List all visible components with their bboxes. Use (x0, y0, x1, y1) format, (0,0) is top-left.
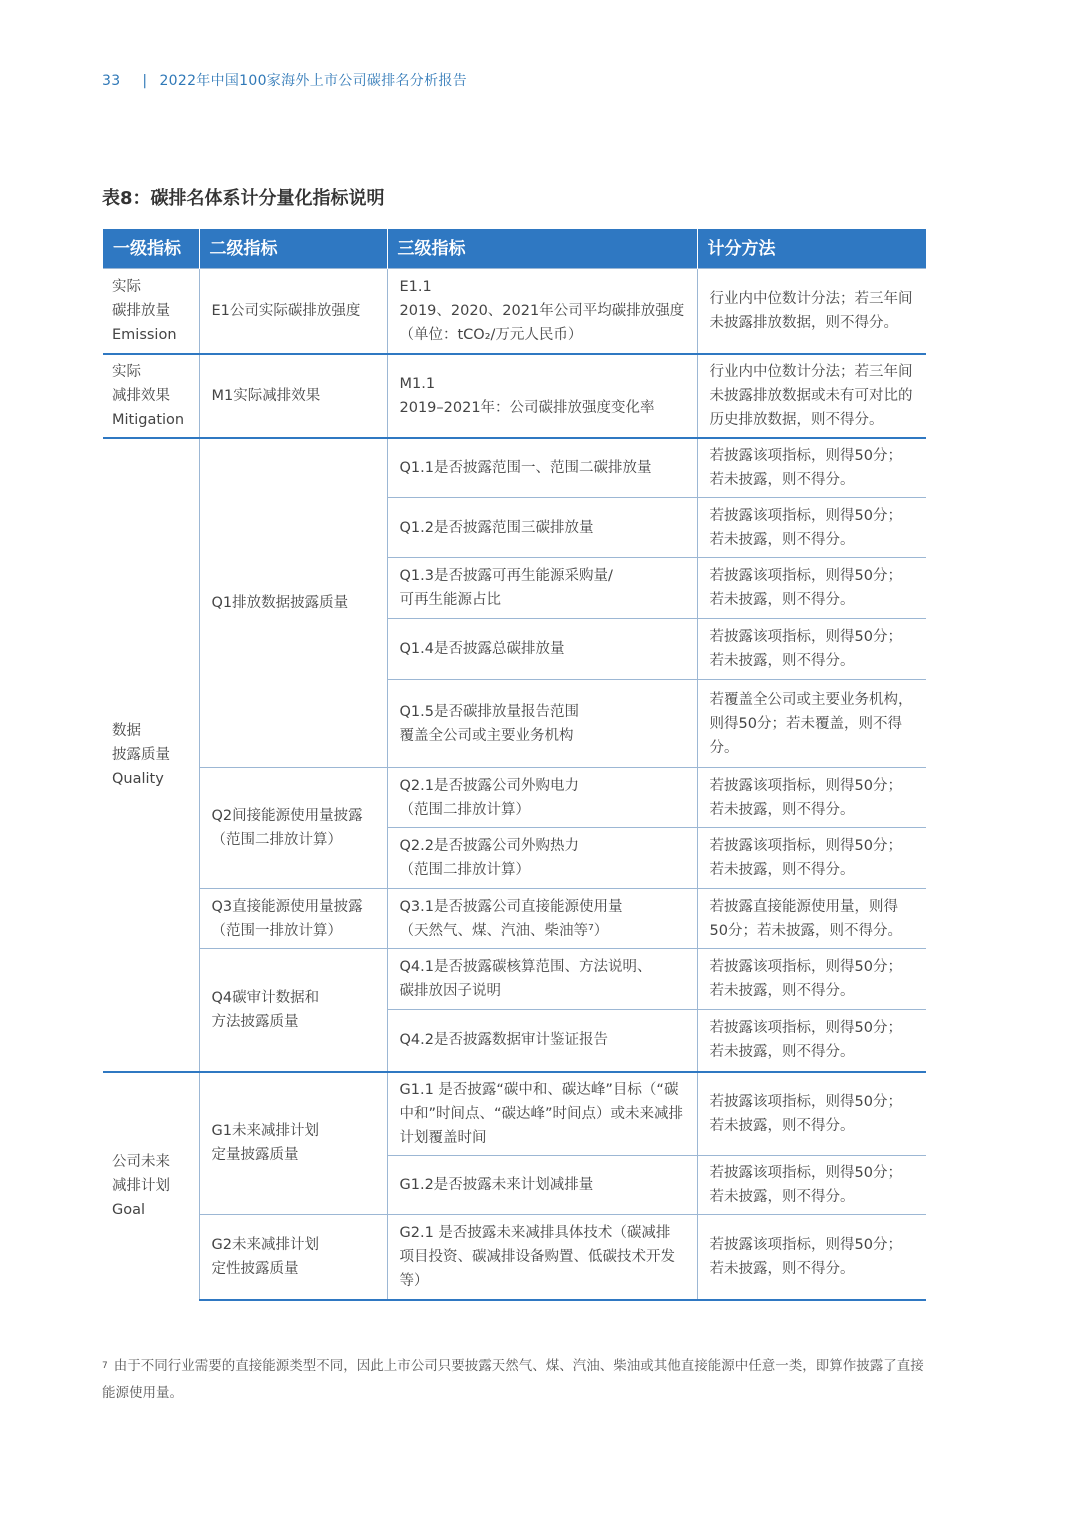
level3-q3-1: Q3.1是否披露公司直接能源使用量 （天然气、煤、汽油、柴油等⁷） (387, 889, 697, 949)
column-header-scoring: 计分方法 (697, 229, 926, 269)
table-row-mitigation (103, 354, 926, 438)
level3-q1-5: Q1.5是否碳排放量报告范围 覆盖全公司或主要业务机构 (387, 680, 697, 768)
level3-g1-2: G1.2是否披露未来计划减排量 (387, 1156, 697, 1215)
level3-q1-1: Q1.1是否披露范围一、范围二碳排放量 (387, 438, 697, 498)
level3-q2-2: Q2.2是否披露公司外购热力 （范围二排放计算） (387, 828, 697, 889)
level2-g1: G1未来减排计划 定量披露质量 (199, 1072, 387, 1215)
header-separator: | (142, 73, 148, 89)
score-q3-1: 若披露直接能源使用量，则得50分；若未披露，则不得分。 (697, 889, 926, 949)
level3-q4-1: Q4.1是否披露碳核算范围、方法说明、 碳排放因子说明 (387, 949, 697, 1010)
score-q1-2: 若披露该项指标，则得50分；若未披露，则不得分。 (697, 498, 926, 558)
table-row (103, 889, 926, 949)
table-row (103, 1072, 926, 1156)
level1-emission: 实际 碳排放量 Emission (103, 269, 199, 354)
indicator-table (103, 229, 926, 1301)
report-title: 2022年中国100家海外上市公司碳排名分析报告 (159, 73, 468, 89)
level3-e1-1: E1.1 2019、2020、2021年公司平均碳排放强度 （单位：tCO₂/万元人民币） (387, 269, 697, 354)
level1-quality: 数据 披露质量 Quality (103, 438, 199, 1072)
table-header-row (103, 229, 926, 269)
level3-q1-4: Q1.4是否披露总碳排放量 (387, 619, 697, 680)
footnote-text: 由于不同行业需要的直接能源类型不同，因此上市公司只要披露天然气、煤、汽油、柴油或其他直接能源中任意一类，即算作披露了直接能源使用量。 (102, 1358, 924, 1401)
level2-g2: G2未来减排计划 定性披露质量 (199, 1215, 387, 1300)
column-header-level1: 一级指标 (103, 229, 199, 269)
score-q1-4: 若披露该项指标，则得50分；若未披露，则不得分。 (697, 619, 926, 680)
level2-q1: Q1排放数据披露质量 (199, 438, 387, 768)
table-row-emission (103, 269, 926, 354)
level3-q4-2: Q4.2是否披露数据审计鉴证报告 (387, 1010, 697, 1072)
score-q2-1: 若披露该项指标，则得50分；若未披露，则不得分。 (697, 768, 926, 828)
footnote-mark: 7 (102, 1361, 108, 1371)
column-header-level3: 三级指标 (387, 229, 697, 269)
score-q4-2: 若披露该项指标，则得50分；若未披露，则不得分。 (697, 1010, 926, 1072)
score-e1-1: 行业内中位数计分法；若三年间未披露排放数据，则不得分。 (697, 269, 926, 354)
score-q2-2: 若披露该项指标，则得50分；若未披露，则不得分。 (697, 828, 926, 889)
score-g2-1: 若披露该项指标，则得50分；若未披露，则不得分。 (697, 1215, 926, 1300)
table-row (103, 438, 926, 498)
score-m1-1: 行业内中位数计分法；若三年间未披露排放数据或未有可对比的历史排放数据，则不得分。 (697, 354, 926, 438)
score-q4-1: 若披露该项指标，则得50分；若未披露，则不得分。 (697, 949, 926, 1010)
score-q1-3: 若披露该项指标，则得50分；若未披露，则不得分。 (697, 558, 926, 619)
footnote (102, 1353, 928, 1407)
table-title: 表8：碳排名体系计分量化指标说明 (102, 188, 385, 209)
level1-mitigation: 实际 减排效果 Mitigation (103, 354, 199, 438)
level2-q3: Q3直接能源使用量披露 （范围一排放计算） (199, 889, 387, 949)
level3-q1-3: Q1.3是否披露可再生能源采购量/ 可再生能源占比 (387, 558, 697, 619)
level3-m1-1: M1.1 2019–2021年：公司碳排放强度变化率 (387, 354, 697, 438)
level2-q2: Q2间接能源使用量披露 （范围二排放计算） (199, 768, 387, 889)
table-row (103, 1215, 926, 1300)
level2-e1: E1公司实际碳排放强度 (199, 269, 387, 354)
level3-g1-1: G1.1 是否披露“碳中和、碳达峰”目标（“碳中和”时间点、“碳达峰”时间点）或未来减排计划覆盖时间 (387, 1072, 697, 1156)
table-row (103, 768, 926, 828)
column-header-level2: 二级指标 (199, 229, 387, 269)
level3-q1-2: Q1.2是否披露范围三碳排放量 (387, 498, 697, 558)
level3-q2-1: Q2.1是否披露公司外购电力 （范围二排放计算） (387, 768, 697, 828)
level2-m1: M1实际减排效果 (199, 354, 387, 438)
score-g1-2: 若披露该项指标，则得50分；若未披露，则不得分。 (697, 1156, 926, 1215)
page-number: 33 (102, 73, 121, 89)
table-row (103, 949, 926, 1010)
running-header (102, 70, 467, 90)
score-q1-5: 若覆盖全公司或主要业务机构，则得50分；若未覆盖，则不得分。 (697, 680, 926, 768)
score-g1-1: 若披露该项指标，则得50分；若未披露，则不得分。 (697, 1072, 926, 1156)
score-q1-1: 若披露该项指标，则得50分；若未披露，则不得分。 (697, 438, 926, 498)
level3-g2-1: G2.1 是否披露未来减排具体技术（碳减排项目投资、碳减排设备购置、低碳技术开发等） (387, 1215, 697, 1300)
level2-q4: Q4碳审计数据和 方法披露质量 (199, 949, 387, 1072)
level1-goal: 公司未来 减排计划 Goal (103, 1072, 199, 1300)
